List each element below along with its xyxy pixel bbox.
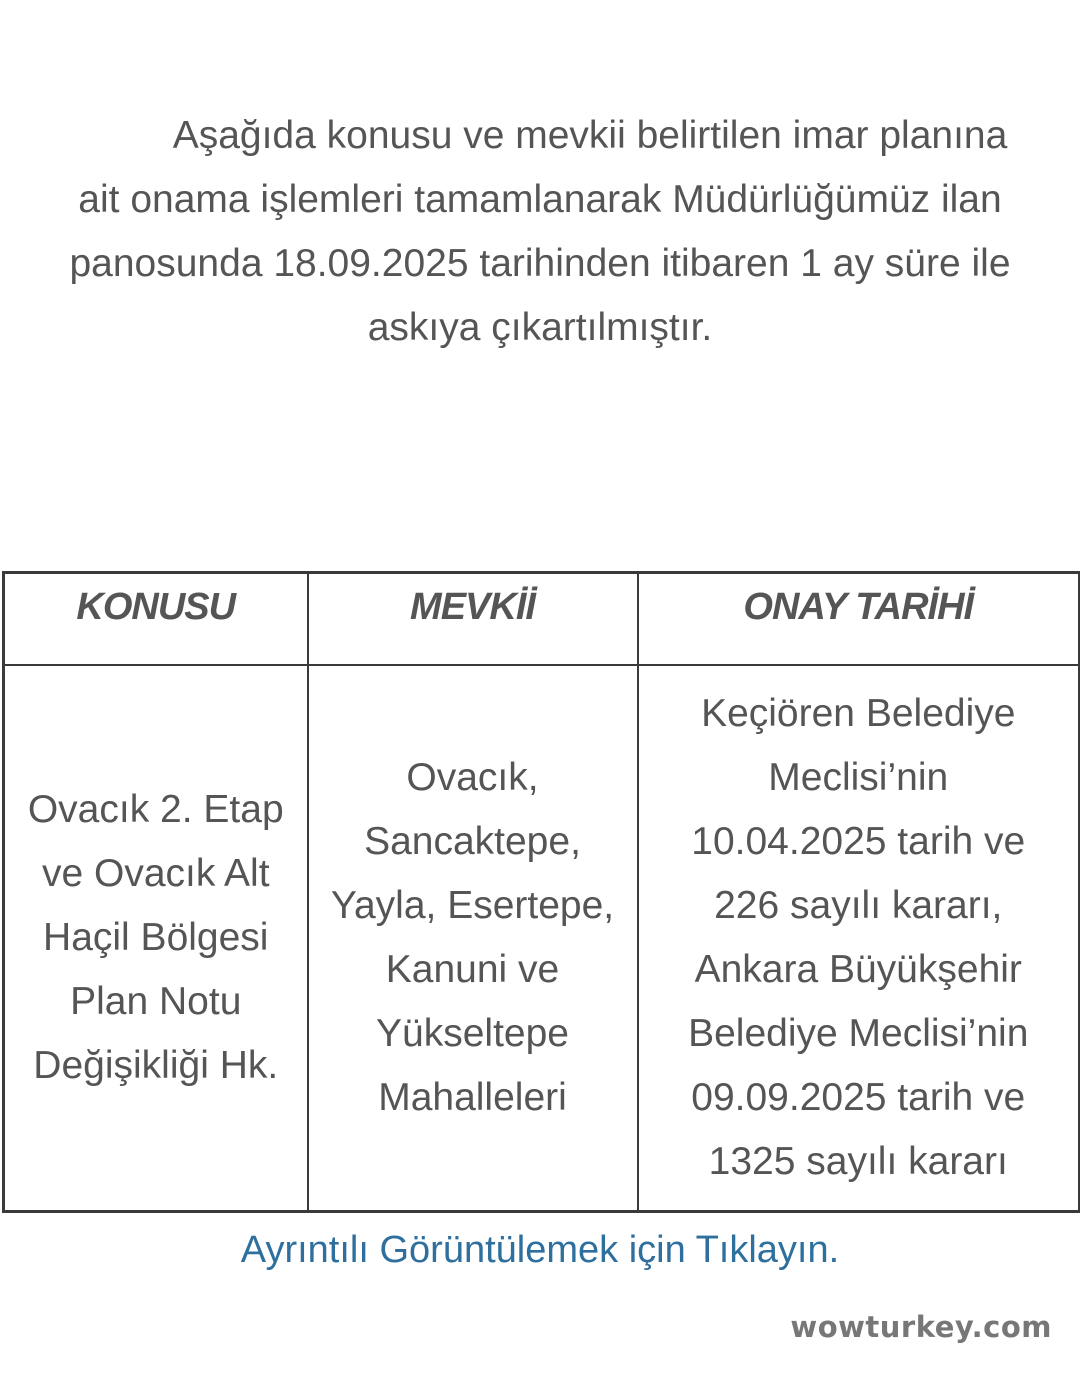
table-row — [4, 665, 1080, 1212]
cell-line: 226 sayılı kararı, — [714, 883, 1003, 927]
cell-line: 1325 sayılı kararı — [708, 1139, 1008, 1183]
cell-line: Ovacık, — [406, 755, 539, 799]
intro-line: Aşağıda konusu ve mevkii belirtilen imar planına — [172, 114, 1008, 157]
cell-onay-tarihi — [638, 665, 1080, 1212]
cell-line: Haçil Bölgesi — [43, 915, 269, 959]
cell-line: Yükseltepe — [376, 1011, 569, 1055]
cell-konusu — [4, 665, 308, 1212]
cell-line: Belediye Meclisi’nin — [688, 1011, 1029, 1055]
details-link[interactable]: Ayrıntılı Görüntülemek için Tıklayın. — [240, 1229, 840, 1271]
watermark: wowturkey.com — [790, 1310, 1052, 1344]
cell-line: Mahalleleri — [378, 1075, 567, 1119]
cell-line: Ovacık 2. Etap — [27, 787, 284, 831]
cell-line: ve Ovacık Alt — [41, 851, 270, 895]
cell-line: Ankara Büyükşehir — [694, 947, 1022, 991]
header-konusu: KONUSU — [4, 573, 308, 665]
cell-line: Sancaktepe, — [364, 819, 581, 863]
cell-line: Kanuni ve — [385, 947, 560, 991]
table-header-row — [4, 573, 1080, 665]
cell-line: 10.04.2025 tarih ve — [691, 819, 1026, 863]
cell-mevkii — [308, 665, 638, 1212]
plan-notice-table — [2, 571, 1080, 1213]
cell-line: 09.09.2025 tarih ve — [691, 1075, 1026, 1119]
intro-line: ait onama işlemleri tamamlanarak Müdürlüğümüz ilan — [78, 178, 1002, 221]
header-mevkii: MEVKİİ — [308, 573, 638, 665]
header-onay-tarihi: ONAY TARİHİ — [638, 573, 1080, 665]
intro-line: panosunda 18.09.2025 tarihinden itibaren 1 ay süre ile — [69, 242, 1011, 285]
cell-line: Keçiören Belediye — [701, 691, 1016, 735]
cell-line: Plan Notu — [70, 979, 242, 1023]
intro-line: askıya çıkartılmıştır. — [367, 306, 713, 349]
intro-paragraph — [0, 104, 1080, 360]
cell-line: Değişikliği Hk. — [33, 1043, 279, 1087]
cell-line: Meclisi’nin — [768, 755, 949, 799]
cell-line: Yayla, Esertepe, — [330, 883, 615, 927]
